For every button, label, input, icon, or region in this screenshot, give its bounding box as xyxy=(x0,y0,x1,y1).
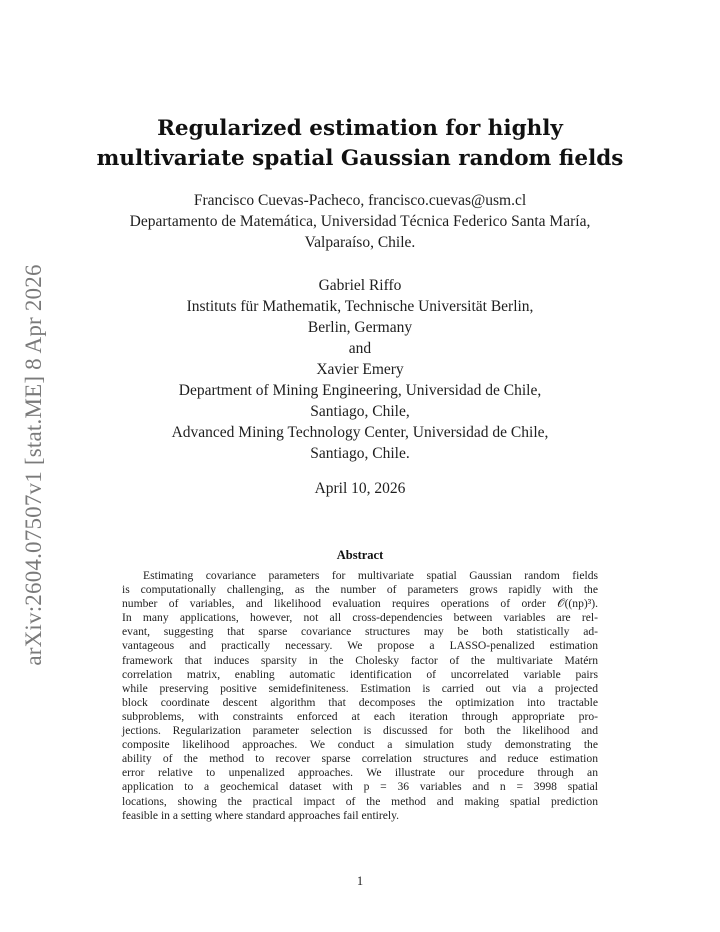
abstract-line: error relative to unpenalized approaches. We illustrate our procedure through an xyxy=(122,766,598,780)
author-block-2 xyxy=(60,275,660,464)
abstract-line: Estimating covariance parameters for multivariate spatial Gaussian random fields xyxy=(143,569,598,582)
abstract-line: evant, suggesting that sparse covariance structures may be both statistically ad- xyxy=(122,625,598,639)
author-block-1 xyxy=(60,190,660,253)
abstract-line: correlation matrix, enabling automatic identification of uncorrelated variable pairs xyxy=(122,667,598,681)
abstract-line: application to a geochemical dataset with p = 36 variables and n = 3998 spatial xyxy=(122,780,598,794)
author-line: Xavier Emery xyxy=(316,361,404,378)
page-number: 1 xyxy=(356,874,364,888)
affiliation-line: Department of Mining Engineering, Universidad de Chile, xyxy=(178,382,542,399)
abstract-line: vantageous and practically necessary. We propose a LASSO-penalized estimation xyxy=(122,639,598,653)
abstract-line: framework that induces sparsity in the Cholesky factor of the multivariate Matérn xyxy=(122,653,598,667)
abstract-line: ability of the method to recover sparse correlation structures and reduce estimation xyxy=(122,752,598,766)
abstract-line: block coordinate descent algorithm that decomposes the optimization into tractable xyxy=(122,695,598,709)
affiliation-line: Advanced Mining Technology Center, Universidad de Chile, xyxy=(171,424,549,441)
date-block xyxy=(60,478,660,499)
affiliation-line: Santiago, Chile. xyxy=(310,445,410,462)
author-line: Francisco Cuevas-Pacheco, francisco.cuevas@usm.cl xyxy=(193,192,527,209)
affiliation-line: Berlin, Germany xyxy=(307,319,413,336)
affiliation-line: Valparaíso, Chile. xyxy=(304,234,416,251)
title-line: multivariate spatial Gaussian random fields xyxy=(96,146,624,171)
abstract-line: while preserving positive semidefiniteness. Estimation is carried out via a projected xyxy=(122,681,598,695)
arxiv-identifier-stamp xyxy=(16,258,52,672)
title-line: Regularized estimation for highly xyxy=(157,116,563,141)
abstract-line: subproblems, with constraints enforced at each iteration through appropriate pro- xyxy=(122,709,598,723)
abstract-body xyxy=(122,569,598,823)
abstract-line: composite likelihood approaches. We conduct a simulation study demonstrating the xyxy=(122,738,598,752)
abstract-line: locations, showing the practical impact of the method and making spatial prediction xyxy=(122,794,598,808)
arxiv-identifier-text: arXiv:2604.07507v1 [stat.ME] 8 Apr 2026 xyxy=(21,264,46,666)
abstract-line: feasible in a setting where standard approaches fail entirely. xyxy=(122,808,400,822)
paper-title xyxy=(60,114,660,174)
conjunction-line: and xyxy=(348,340,372,357)
abstract-heading: Abstract xyxy=(336,548,384,562)
affiliation-line: Instituts für Mathematik, Technische Universität Berlin, xyxy=(186,298,534,315)
abstract-line: number of variables, and likelihood evaluation requires operations of order 𝒪((np)³). xyxy=(122,597,598,611)
abstract-line: jections. Regularization parameter selection is discussed for both the likelihood and xyxy=(122,724,598,738)
author-line: Gabriel Riffo xyxy=(318,277,402,294)
abstract-line: In many applications, however, not all cross-dependencies between variables are rel- xyxy=(122,611,598,625)
abstract-line: is computationally challenging, as the number of parameters grows rapidly with the xyxy=(122,583,598,597)
affiliation-line: Santiago, Chile, xyxy=(310,403,410,420)
publication-date: April 10, 2026 xyxy=(314,480,406,497)
affiliation-line: Departamento de Matemática, Universidad Técnica Federico Santa María, xyxy=(129,213,591,230)
